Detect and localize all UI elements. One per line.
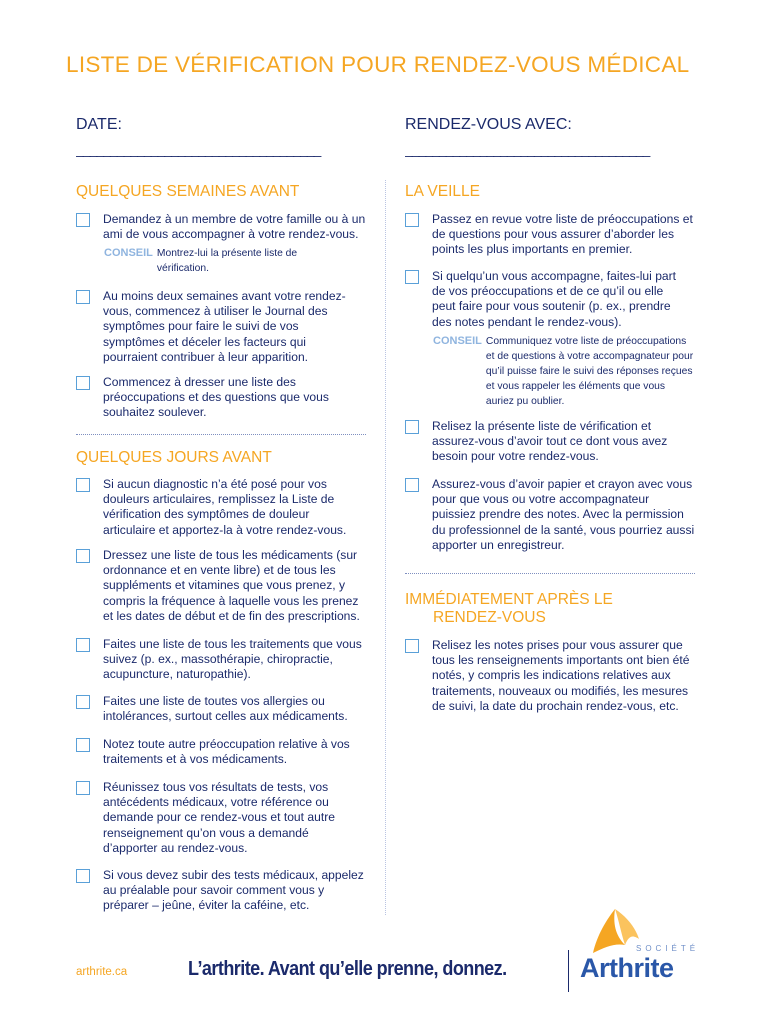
item-text: Réunissez tous vos résultats de tests, vos antécédents médicaux, votre référence ou demande pour ce rendez-vous et tout autre renseignement qu’on vous a demandé d’apporter au rendez-vous. [103, 780, 335, 855]
checkbox[interactable] [76, 638, 90, 652]
item-text: Faites une liste de toutes vos allergies ou intolérances, surtout celles aux médicaments. [103, 694, 348, 724]
list-item [405, 477, 695, 553]
item-text: Passez en revue votre liste de préoccupations et de questions pour vous assurer d’aborder les points les plus importants en premier. [432, 212, 693, 257]
checkbox[interactable] [405, 639, 419, 653]
after-heading-line-2: RENDEZ-VOUS [433, 609, 546, 626]
checkbox[interactable] [76, 290, 90, 304]
date-label: DATE: [76, 116, 122, 133]
tip [433, 334, 695, 409]
item-text: Si aucun diagnostic n’a été posé pour vos douleurs articulaires, remplissez la Liste de vérification des symptômes de douleur articulaire et apportez-la à votre rendez-vous. [103, 477, 347, 537]
logo-wordmark: Arthrite [580, 953, 674, 983]
website-link[interactable]: arthrite.ca [76, 966, 128, 978]
list-item [76, 694, 356, 724]
checkbox[interactable] [76, 869, 90, 883]
appointment-with-label: RENDEZ-VOUS AVEC: [405, 116, 572, 133]
list-item [76, 737, 366, 767]
checkbox[interactable] [405, 478, 419, 492]
section-divider [405, 573, 695, 574]
appointment-with-line[interactable]: ____________________________________ [405, 141, 650, 157]
item-text: Si vous devez subir des tests médicaux, appelez au préalable pour savoir comment vous y préparer – jeûne, éviter la caféine, etc. [103, 868, 364, 913]
item-text: Au moins deux semaines avant votre rendez-vous, commencez à utiliser le Journal des symptômes pour faire le suivi de vos symptômes et déceler les facteurs qui pourraient contribuer à leur apparition. [103, 289, 346, 364]
column-divider [385, 180, 386, 915]
checkbox[interactable] [76, 549, 90, 563]
tip-text: Communiquez votre liste de préoccupations et de questions à votre accompagnateur pour qu’il puisse faire le suivi des réponses reçues et vous rappeler les éléments que vous auriez pu oublier. [485, 336, 694, 407]
checkbox[interactable] [405, 270, 419, 284]
list-item [76, 868, 366, 914]
list-item [76, 477, 356, 538]
checkbox[interactable] [405, 420, 419, 434]
checkbox[interactable] [76, 478, 90, 492]
item-text: Relisez les notes prises pour vous assurer que tous les renseignements importants ont bien été notés, y compris les indications relatives aux traitements, nouveaux ou modifiés, les mesures de suivi, la date du prochain rendez-vous, etc. [432, 638, 690, 713]
day-before-heading: LA VEILLE [405, 183, 480, 200]
list-item [76, 548, 366, 624]
date-line[interactable]: ____________________________________ [76, 141, 321, 157]
item-text: Notez toute autre préoccupation relative à vos traitements et à vos médicaments. [103, 737, 350, 767]
tip-text: Montrez-lui la présente liste de vérification. [156, 248, 298, 274]
slogan: L’arthrite. Avant qu’elle prenne, donnez. [188, 958, 507, 980]
item-text: Dressez une liste de tous les médicaments (sur ordonnance et en vente libre) et de tous les suppléments et vitamines que vous prenez, y compris la fréquence à laquelle vous les prenez et les dates de début et de fin des prescriptions. [103, 548, 360, 623]
weeks-before-heading: QUELQUES SEMAINES AVANT [76, 183, 300, 200]
tip-label: CONSEIL [104, 247, 153, 259]
tip [104, 246, 329, 276]
checkbox[interactable] [405, 213, 419, 227]
item-text: Commencez à dresser une liste des préoccupations et des questions que vous souhaitez soulever. [103, 375, 329, 420]
checkbox[interactable] [76, 695, 90, 709]
item-text: Faites une liste de tous les traitements que vous suivez (p. ex., massothérapie, chiropractie, acupuncture, naturopathie). [103, 637, 362, 682]
after-heading-line-1: IMMÉDIATEMENT APRÈS LE [405, 591, 613, 608]
days-before-heading: QUELQUES JOURS AVANT [76, 449, 272, 466]
item-text: Si quelqu’un vous accompagne, faites-lui part de vos préoccupations et de ce qu’il ou elle peut faire pour vous soutenir (p. ex., prendre des notes pendant le rendez-vous). [432, 269, 677, 329]
item-text: Assurez-vous d’avoir papier et crayon avec vous pour que vous ou votre accompagnateur puissiez prendre des notes. Avec la permission du professionnel de la santé, vous pourriez aussi apporter un enregistreur. [432, 477, 695, 552]
checkbox[interactable] [76, 781, 90, 795]
checkbox[interactable] [76, 738, 90, 752]
checkbox[interactable] [76, 376, 90, 390]
item-text: Relisez la présente liste de vérification et assurez-vous d’avoir tout ce dont vous avez besoin pour votre rendez-vous. [432, 419, 668, 464]
checkbox[interactable] [76, 213, 90, 227]
list-item [405, 638, 690, 714]
list-item [76, 375, 356, 421]
list-item [76, 289, 356, 365]
item-text: Demandez à un membre de votre famille ou à un ami de vous accompagner à votre rendez-vous. [103, 212, 366, 242]
list-item [76, 637, 366, 683]
footer-divider [568, 950, 569, 992]
list-item [76, 780, 356, 856]
section-divider [76, 434, 366, 435]
tip-label: CONSEIL [433, 335, 482, 347]
page-title: LISTE DE VÉRIFICATION POUR RENDEZ-VOUS MÉDICAL [66, 52, 690, 77]
list-item [405, 269, 690, 330]
list-item [405, 419, 690, 465]
logo-subtitle: SOCIÉTÉ [636, 944, 700, 953]
list-item [76, 212, 366, 242]
list-item [405, 212, 695, 258]
